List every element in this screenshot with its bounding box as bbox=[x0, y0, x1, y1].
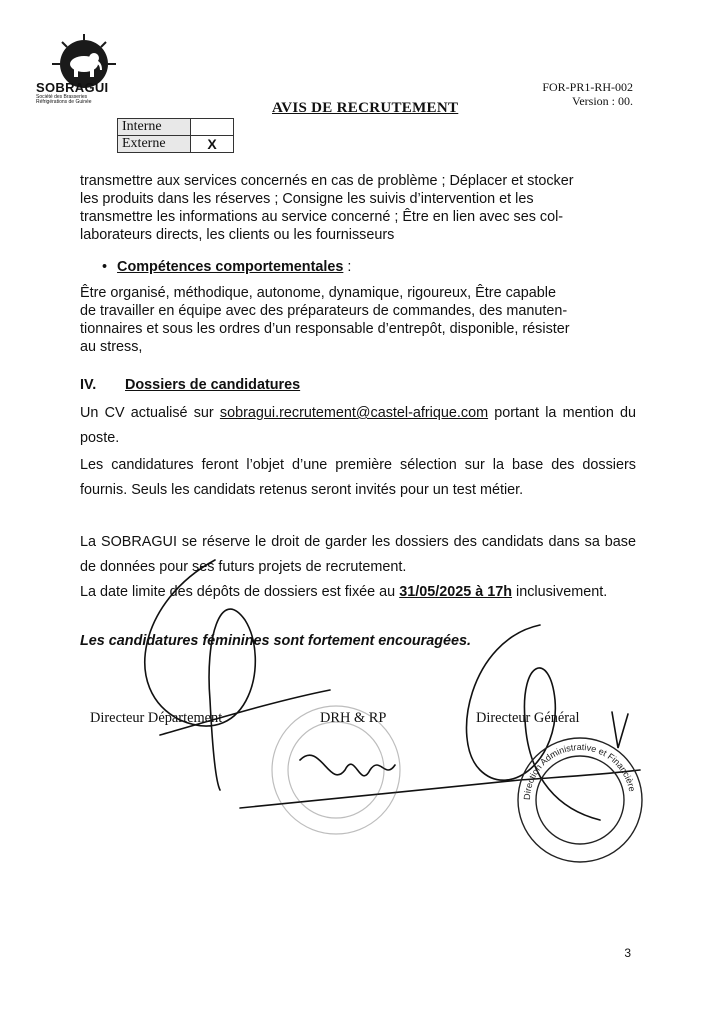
signature-dg-check bbox=[612, 712, 628, 748]
competences-title: Compétences comportementales bbox=[117, 259, 344, 275]
reserve-paragraph: La SOBRAGUI se réserve le droit de garder les dossiers des candidats dans sa base de données pour ses futurs projets de recrutement. bbox=[80, 534, 636, 575]
encouragement-note: Les candidatures féminines sont fortement encouragées. bbox=[80, 633, 472, 649]
signature-drh bbox=[300, 755, 395, 776]
version: Version : 00. bbox=[572, 94, 633, 108]
signature-stroke-long bbox=[160, 690, 330, 735]
stamp-drh bbox=[272, 706, 400, 834]
internal-label: Interne bbox=[118, 119, 191, 136]
external-label: Externe bbox=[118, 136, 191, 153]
signature-label-dg: Directeur Général bbox=[476, 710, 580, 726]
bullet-icon: • bbox=[102, 259, 108, 275]
cv-text-end: portant la mention du poste. bbox=[80, 405, 637, 446]
section-title: Dossiers de candidatures bbox=[125, 377, 301, 393]
deadline-text: La date limite des dépôts de dossiers est fixée au bbox=[80, 584, 400, 600]
external-checkbox: X bbox=[191, 136, 234, 153]
email-link[interactable]: sobragui.recrutement@castel-afrique.com bbox=[219, 405, 489, 421]
cv-text: Un CV actualisé sur bbox=[80, 405, 220, 421]
text-line: transmettre les informations au service concerné ; Être en lien avec ses col- bbox=[80, 209, 564, 225]
text-line: tionnaires et sous les ordres d’un responsable d’entrepôt, disponible, résister bbox=[80, 321, 570, 337]
signature-label-drh: DRH & RP bbox=[320, 710, 387, 726]
colon: : bbox=[343, 259, 352, 275]
stamp-text: Direction Administrative et Financière bbox=[521, 741, 638, 801]
text-line: de travailler en équipe avec des préparateurs de commandes, des manuten- bbox=[80, 303, 568, 319]
section-number: IV. bbox=[80, 377, 97, 393]
text-line: laborateurs directs, les clients ou les fournisseurs bbox=[80, 227, 395, 243]
logo-name: SOBRAGUI bbox=[36, 80, 109, 95]
deadline-date: 31/05/2025 à 17h bbox=[399, 584, 513, 600]
text-line: au stress, bbox=[80, 339, 143, 355]
logo-subtitle: Société des Brasseries Réfrigérations de Guinée bbox=[36, 94, 92, 105]
text-line: Être organisé, méthodique, autonome, dynamique, rigoureux, Être capable bbox=[80, 285, 556, 301]
text-line: les produits dans les réserves ; Consigne les suivis d’intervention et les bbox=[80, 191, 534, 207]
text-line: transmettre aux services concernés en cas de problème ; Déplacer et stocker bbox=[80, 173, 574, 189]
signature-dg bbox=[467, 625, 601, 820]
signature-label-department: Directeur Département bbox=[90, 710, 223, 726]
stamp-dg bbox=[518, 738, 642, 862]
svg-text:Direction Administrative et Fi bbox=[522, 742, 637, 800]
selection-paragraph: Les candidatures feront l’objet d’une première sélection sur la base des dossiers fournis. Seuls les candidats retenus seront invités pour un test métier. bbox=[80, 457, 636, 498]
page-number: 3 bbox=[624, 946, 631, 960]
signature-scribble-left bbox=[145, 560, 256, 790]
page-title: AVIS DE RECRUTEMENT bbox=[272, 100, 459, 116]
deadline-text-end: inclusivement. bbox=[512, 584, 608, 600]
form-code: FOR-PR1-RH-002 bbox=[542, 80, 633, 94]
